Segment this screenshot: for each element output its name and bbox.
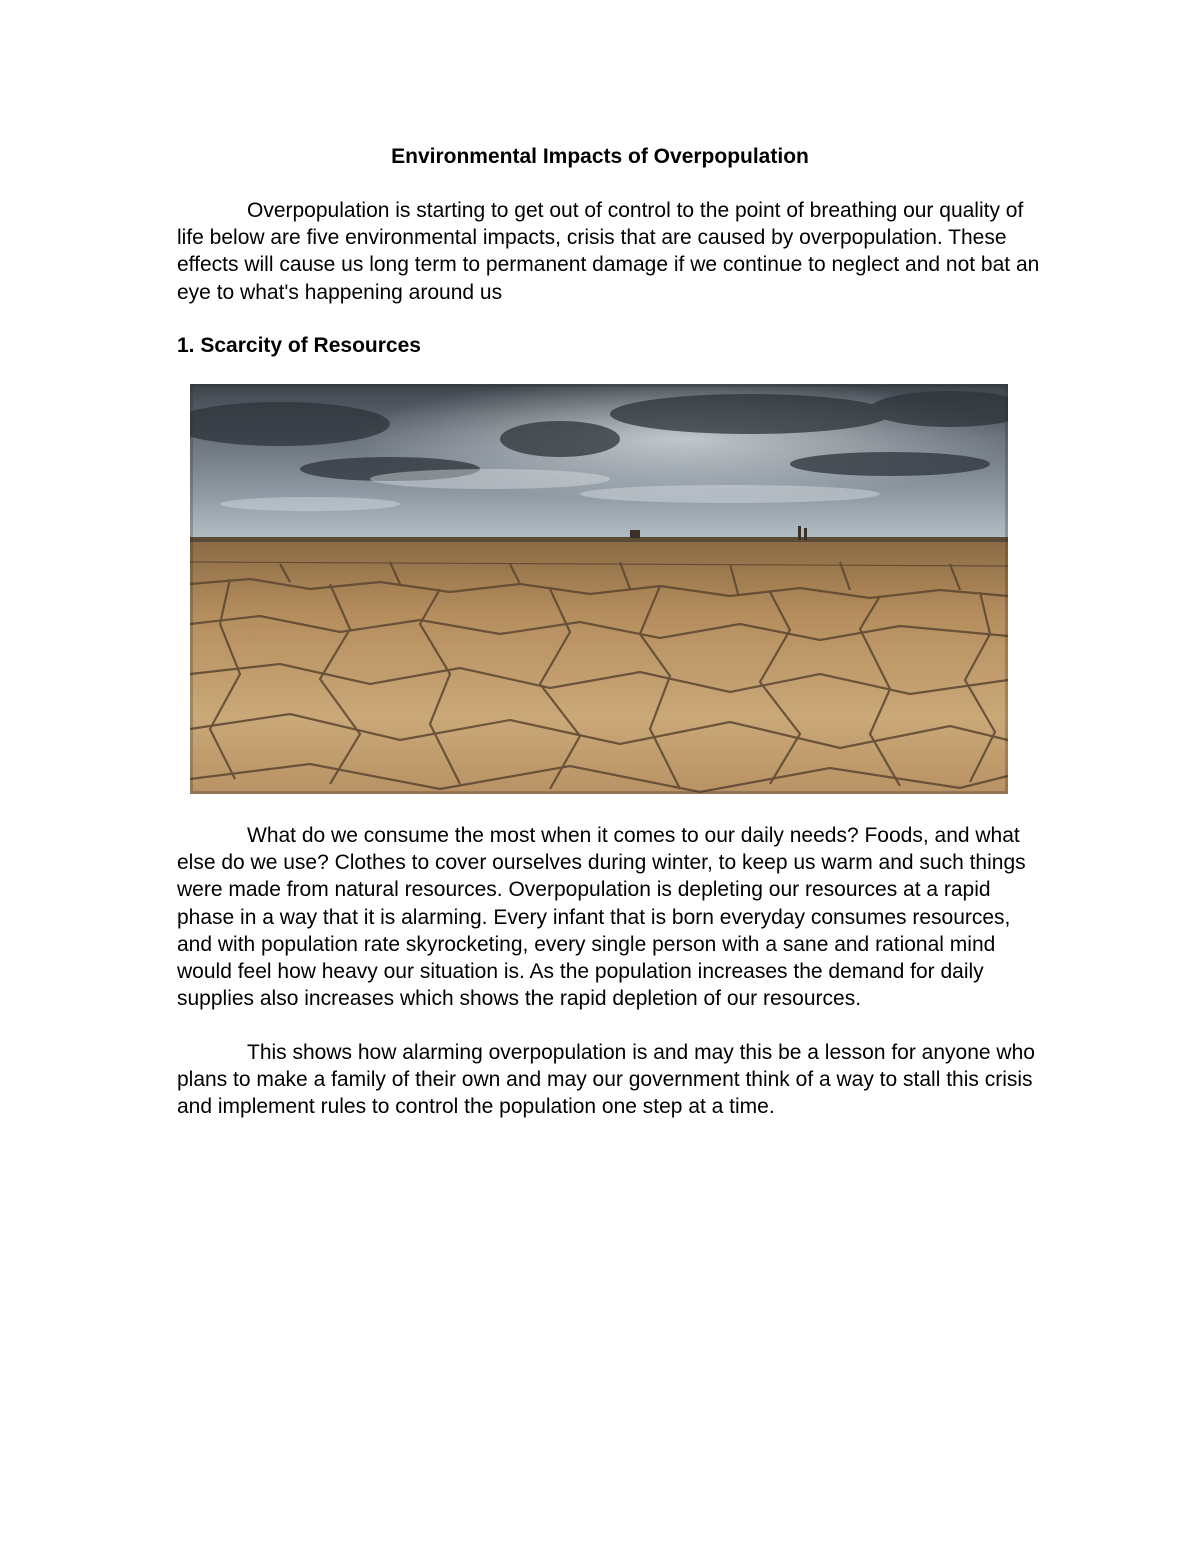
cracked-desert-photo [190, 384, 1008, 794]
body-paragraph-1-text: What do we consume the most when it comes to our daily needs? Foods, and what else do we use? Clothes to cover ourselves during winter, to keep us warm and such things were made from natural resources. Overpopulation is depleting our resources at a rapid phase in a way that it is alarming. Every infant that is born everyday consumes resources, and with population rate skyrocketing, every single person with a sane and rational mind would feel how heavy our situation is. As the population increases the demand for daily supplies also increases which shows the rapid depletion of our resources. [177, 824, 1026, 1011]
body-paragraph-1 [177, 822, 1047, 1012]
intro-text: Overpopulation is starting to get out of control to the point of breathing our quality of life below are five environmental impacts, crisis that are caused by overpopulation. These effects will cause us long term to permanent damage if we continue to neglect and not bat an eye to what's happening around us [177, 199, 1040, 304]
body-paragraph-2-text: This shows how alarming overpopulation is and may this be a lesson for anyone who plans to make a family of their own and may our government think of a way to stall this crisis and implement rules to control the population one step at a time. [177, 1041, 1035, 1119]
document-title: Environmental Impacts of Overpopulation [391, 145, 809, 168]
intro-paragraph [177, 197, 1047, 306]
body-paragraph-2 [177, 1039, 1047, 1121]
section-heading-scarcity: 1. Scarcity of Resources [177, 334, 421, 357]
